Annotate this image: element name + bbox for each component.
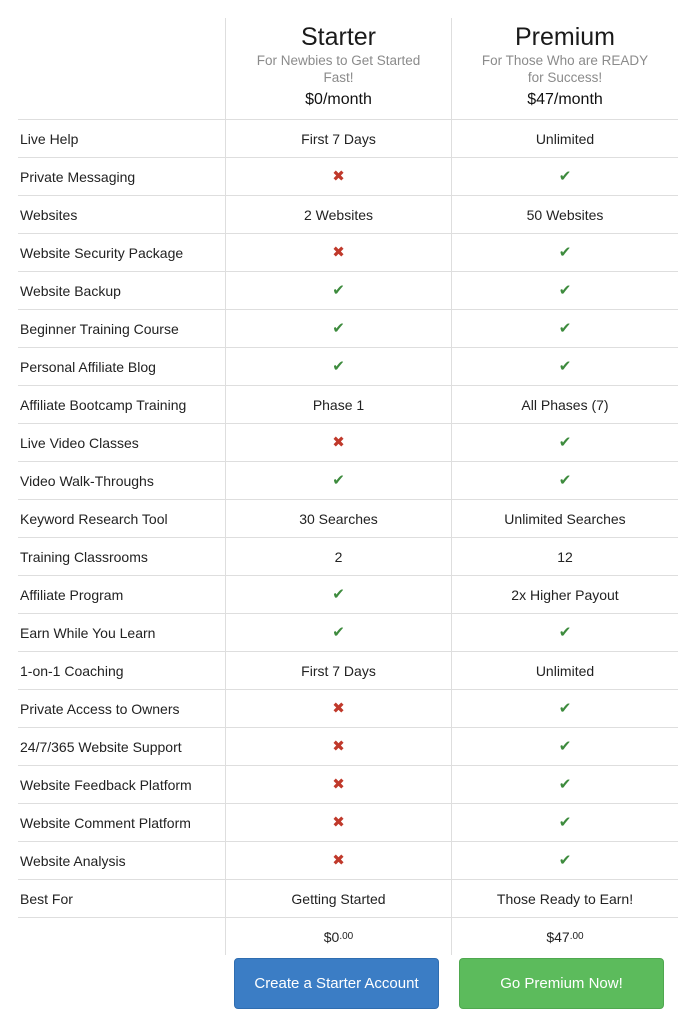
feature-name: 24/7/365 Website Support [20,738,182,755]
feature-value-premium [451,310,678,347]
feature-name: Website Feedback Platform [20,776,192,793]
feature-value-premium [451,842,678,879]
feature-value-starter [225,348,451,385]
feature-value-starter: First 7 Days [225,652,451,689]
feature-name: Private Access to Owners [20,700,180,717]
feature-name: Website Comment Platform [20,814,191,831]
feature-name: Live Help [20,130,79,147]
check-icon: ✔ [558,320,572,337]
cross-icon: ✖ [332,738,345,755]
cross-icon: ✖ [332,434,345,451]
feature-row [18,613,678,651]
cross-icon: ✖ [332,700,345,717]
feature-name: Personal Affiliate Blog [20,358,156,375]
price-cents: .00 [339,931,354,942]
pricing-table [18,18,678,955]
cross-icon: ✖ [332,776,345,793]
feature-name: Keyword Research Tool [20,510,168,527]
feature-row [18,499,678,537]
feature-row [18,651,678,689]
price-total-starter [225,918,451,955]
feature-row [18,765,678,803]
feature-row [18,461,678,499]
check-icon: ✔ [558,472,572,489]
feature-value-starter [225,424,451,461]
feature-value-starter [225,576,451,613]
feature-name: Live Video Classes [20,434,139,451]
check-icon: ✔ [332,624,345,641]
price-row-spacer [18,918,225,955]
feature-value-starter [225,728,451,765]
feature-row [18,233,678,271]
check-icon: ✔ [558,244,572,261]
feature-row [18,195,678,233]
feature-name: Websites [20,206,78,223]
feature-value-premium [451,348,678,385]
price-amount: $0 [323,928,340,945]
feature-name: Private Messaging [20,168,136,185]
feature-rows [18,119,678,917]
feature-name: Beginner Training Course [20,320,179,337]
feature-name: Website Security Package [20,244,184,261]
check-icon: ✔ [558,358,572,375]
feature-value-starter: First 7 Days [225,120,451,157]
check-icon: ✔ [558,434,572,451]
feature-name: Affiliate Bootcamp Training [20,396,187,413]
feature-value-starter: Getting Started [225,880,451,917]
feature-row [18,803,678,841]
check-icon: ✔ [558,776,572,793]
feature-value-premium: 50 Websites [451,196,678,233]
feature-value-premium [451,462,678,499]
feature-row [18,347,678,385]
feature-name: Website Analysis [20,852,126,869]
feature-value-starter: 2 Websites [225,196,451,233]
feature-value-starter [225,272,451,309]
plan-header-premium [451,18,678,119]
check-icon: ✔ [558,814,572,831]
signup-buttons [0,958,696,1010]
feature-value-premium [451,614,678,651]
check-icon: ✔ [558,700,572,717]
go-premium-button[interactable]: Go Premium Now! [459,958,664,1009]
check-icon: ✔ [558,738,572,755]
feature-name: 1-on-1 Coaching [20,662,124,679]
feature-value-premium [451,690,678,727]
feature-value-starter [225,804,451,841]
feature-value-starter: 30 Searches [225,500,451,537]
feature-row [18,689,678,727]
feature-row [18,727,678,765]
price-cents: .00 [569,931,584,942]
feature-name: Training Classrooms [20,548,148,565]
feature-value-premium [451,158,678,195]
feature-value-starter [225,234,451,271]
plan-tagline: For Those Who are READY for Success! [481,53,649,85]
feature-row [18,423,678,461]
feature-value-starter [225,766,451,803]
feature-name: Video Walk-Throughs [20,472,154,489]
check-icon: ✔ [332,358,345,375]
feature-row [18,841,678,879]
feature-row [18,385,678,423]
feature-value-premium [451,424,678,461]
feature-name: Earn While You Learn [20,624,156,641]
price-total-premium [451,918,678,955]
price-total-row [18,917,678,955]
feature-value-starter [225,310,451,347]
check-icon: ✔ [558,168,572,185]
feature-value-starter [225,614,451,651]
feature-value-premium: Unlimited [451,120,678,157]
feature-row [18,537,678,575]
plan-tagline: For Newbies to Get Started Fast! [256,53,421,85]
check-icon: ✔ [332,586,345,603]
feature-row [18,309,678,347]
plan-header-starter [225,18,451,119]
plan-header-row [18,18,678,119]
plan-price: $47/month [527,91,603,108]
cross-icon: ✖ [332,168,345,185]
create-starter-account-button[interactable]: Create a Starter Account [234,958,439,1009]
cross-icon: ✖ [332,852,345,869]
feature-name: Affiliate Program [20,586,124,603]
feature-value-starter [225,690,451,727]
feature-value-starter [225,462,451,499]
check-icon: ✔ [332,472,345,489]
feature-row [18,879,678,917]
price-amount: $47 [546,928,570,945]
check-icon: ✔ [558,852,572,869]
check-icon: ✔ [558,282,572,299]
feature-value-premium: 12 [451,538,678,575]
feature-name: Best For [20,890,73,907]
header-spacer [18,18,225,119]
feature-value-premium: Unlimited [451,652,678,689]
feature-value-starter: Phase 1 [225,386,451,423]
feature-row [18,119,678,157]
feature-value-premium: 2x Higher Payout [451,576,678,613]
feature-value-premium [451,728,678,765]
feature-row [18,157,678,195]
cross-icon: ✖ [332,244,345,261]
feature-value-premium: Unlimited Searches [451,500,678,537]
feature-value-premium: All Phases (7) [451,386,678,423]
check-icon: ✔ [558,624,572,641]
feature-value-premium [451,766,678,803]
feature-row [18,271,678,309]
cross-icon: ✖ [332,814,345,831]
check-icon: ✔ [332,320,345,337]
plan-price: $0/month [305,91,372,108]
feature-row [18,575,678,613]
feature-value-starter [225,158,451,195]
feature-value-premium [451,234,678,271]
plan-name: Starter [300,23,377,51]
check-icon: ✔ [332,282,345,299]
feature-value-premium: Those Ready to Earn! [451,880,678,917]
feature-value-starter: 2 [225,538,451,575]
feature-value-premium [451,272,678,309]
plan-name: Premium [514,23,615,51]
feature-value-premium [451,804,678,841]
feature-name: Website Backup [20,282,121,299]
feature-value-starter [225,842,451,879]
